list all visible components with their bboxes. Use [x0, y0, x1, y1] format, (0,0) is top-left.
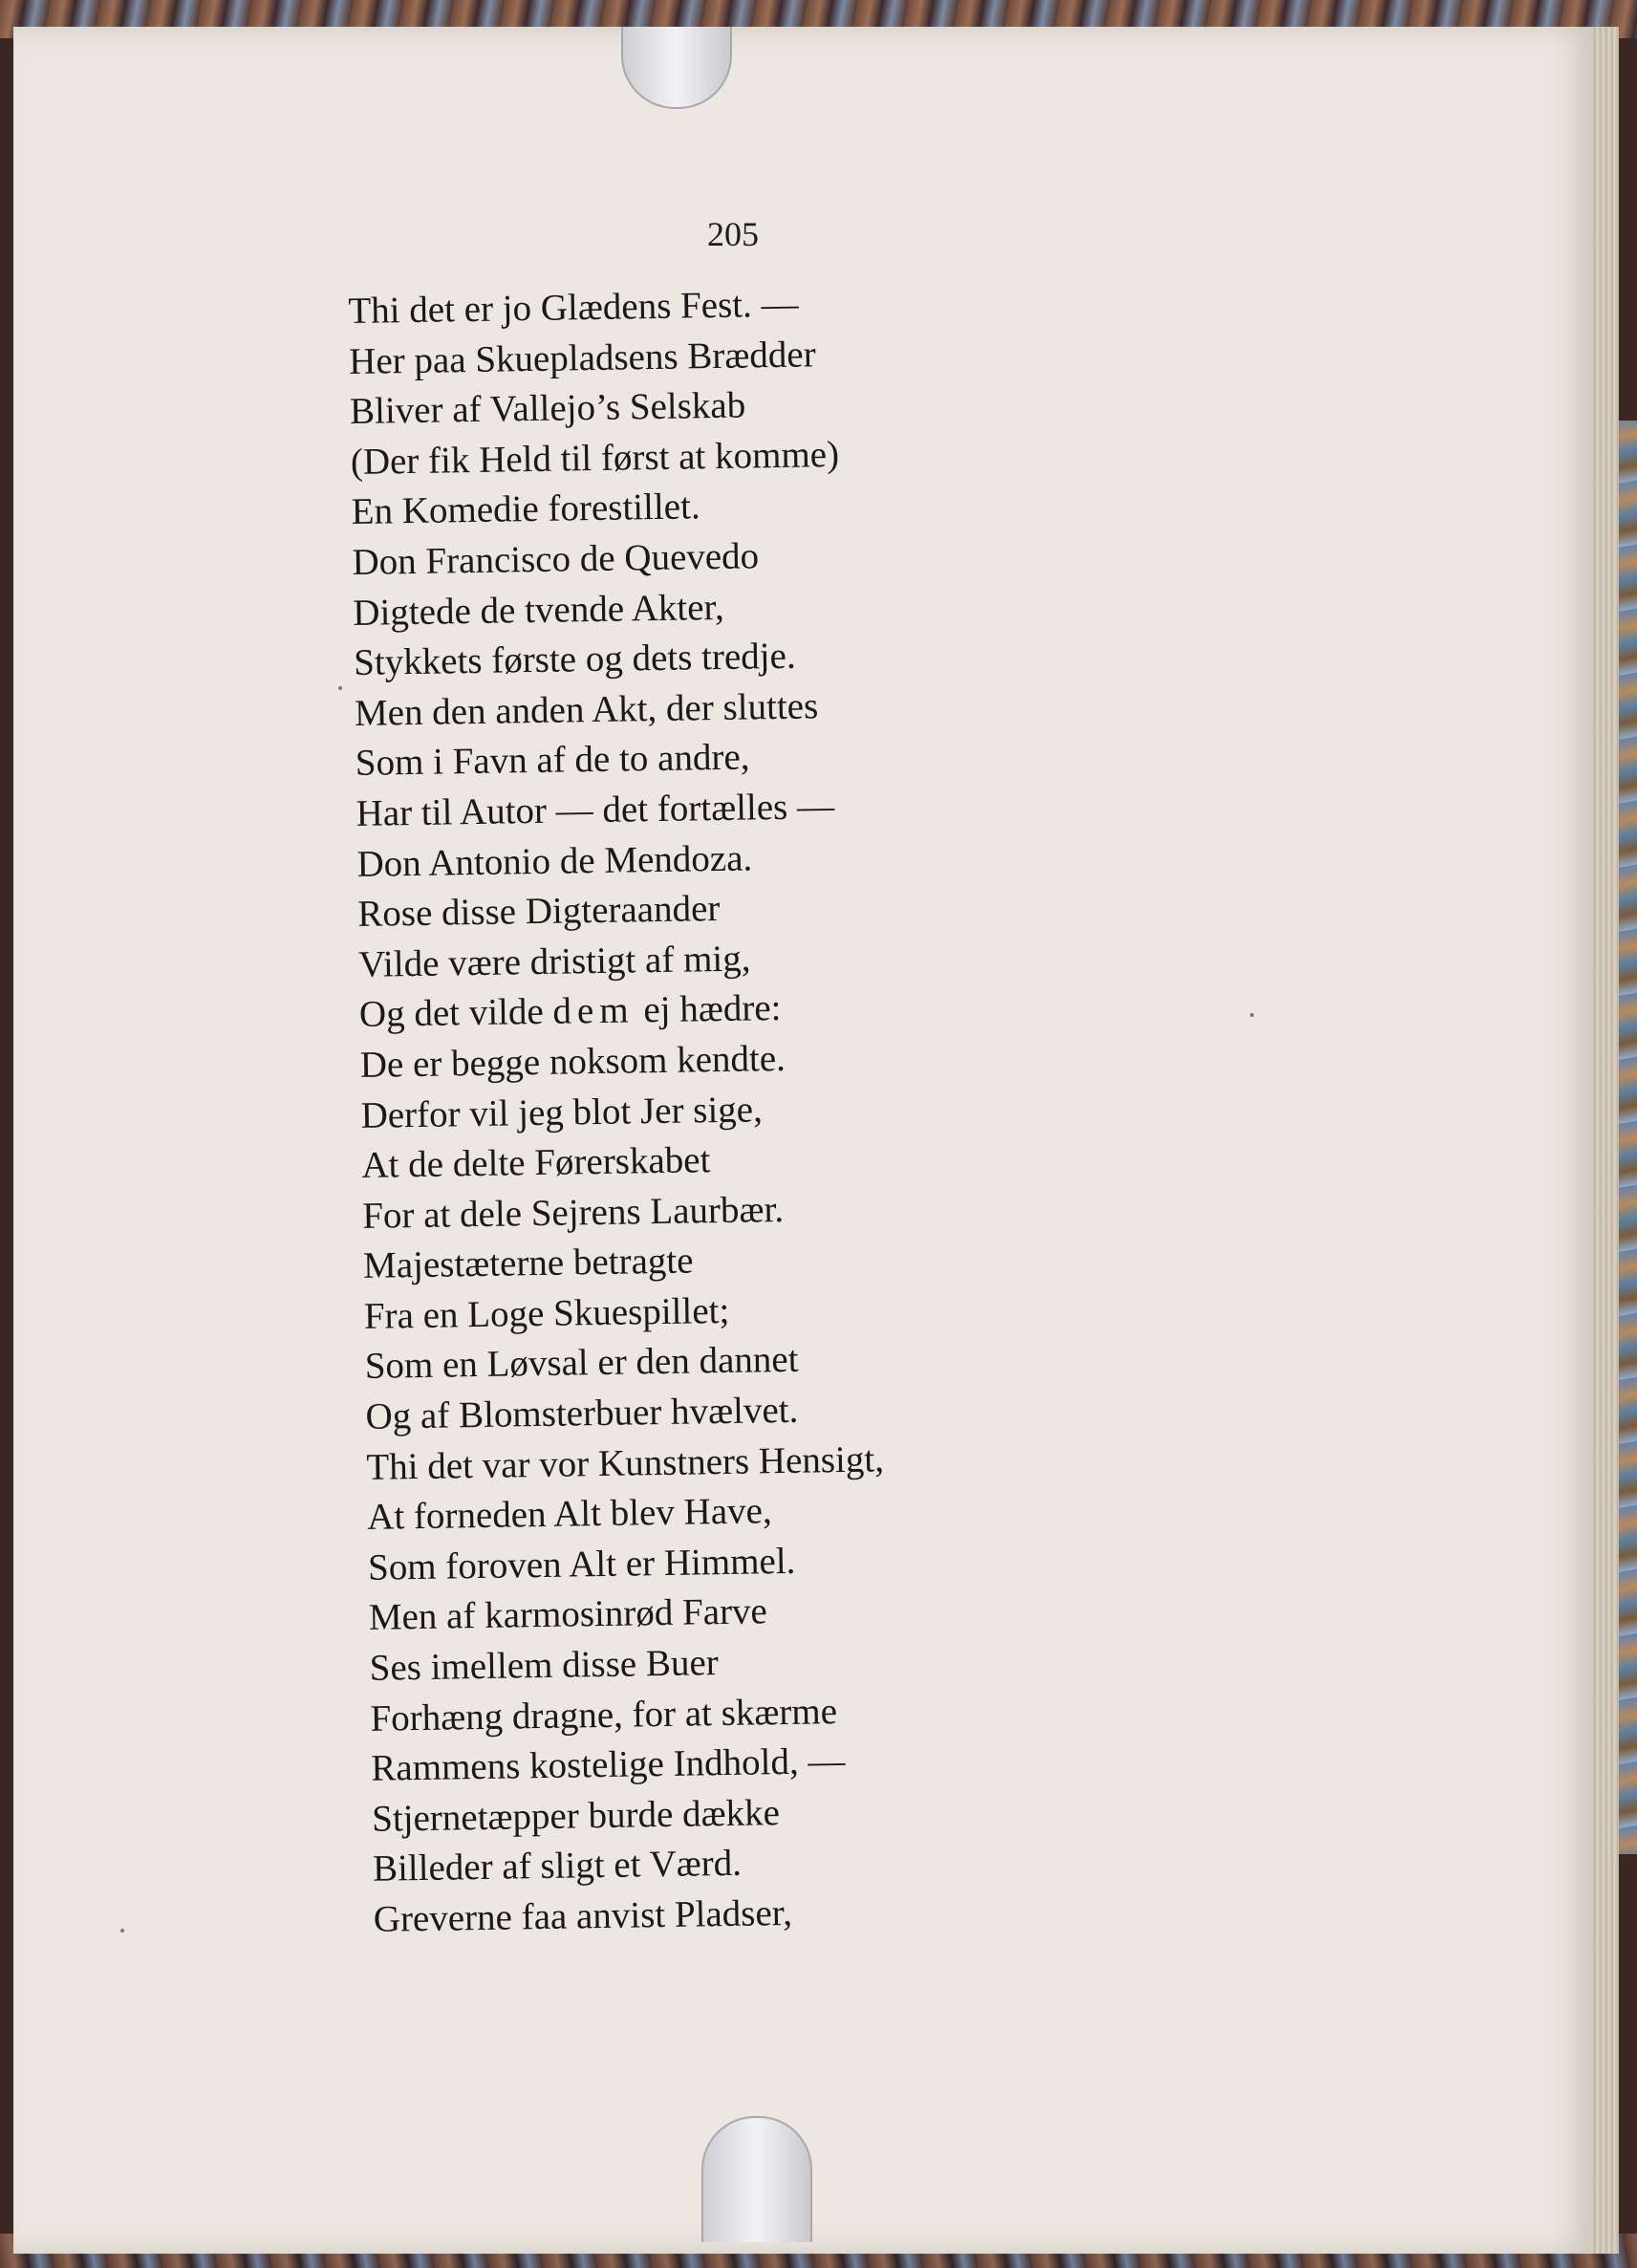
poem-text [348, 270, 1473, 1945]
book-page [13, 27, 1592, 2254]
paper-speck [1250, 1013, 1254, 1017]
poem-line: Vilde være dristigt af mig, [357, 938, 751, 985]
poem-line: Og af Blomsterbuer hvælvet. [365, 1389, 799, 1437]
poem-line: Greverne faa anvist Pladser, [373, 1891, 793, 1940]
poem-line: Ses imellem disse Buer [369, 1642, 720, 1689]
poem-line: Rammens kostelige Indhold, — [371, 1740, 846, 1790]
poem-line: At forneden Alt blev Have, [366, 1490, 772, 1539]
poem-line: Her paa Skuepladsens Brædder [348, 333, 816, 382]
bottom-page-clip [701, 2116, 812, 2242]
poem-line: Bliver af Vallejo’s Selskab [349, 384, 746, 433]
poem-line: Thi det er jo Glædens Fest. — [348, 283, 799, 332]
line-text-after: ej hædre: [634, 987, 782, 1031]
poem-line: De er begge noksom kendte. [359, 1037, 786, 1086]
poem-line: Thi det var vor Kunstners Hensigt, [366, 1437, 885, 1488]
poem-line: Men den anden Akt, der sluttes [354, 685, 819, 734]
poem-line: Don Antonio de Mendoza. [356, 836, 753, 885]
poem-line: En Komedie forestillet. [351, 486, 700, 533]
poem-line: Men af karmosinrød Farve [368, 1590, 768, 1639]
paper-speck [120, 1929, 124, 1933]
poem-line: Som en Løvsal er den dannet [364, 1339, 799, 1388]
poem-line: Rose disse Digteraander [356, 888, 721, 936]
line-text-before: Og det vilde [358, 991, 553, 1036]
poem-line: Som foroven Alt er Himmel. [367, 1540, 796, 1588]
poem-line: (Der fik Held til først at komme) [350, 433, 840, 483]
poem-line: Derfor vil jeg blot Jer sige, [360, 1088, 764, 1136]
poem-line: Stjernetæpper burde dække [371, 1791, 781, 1840]
poem-line: Majestæterne betragte [362, 1240, 694, 1287]
poem-line: Billeder af sligt et Værd. [372, 1843, 743, 1890]
top-page-clip [621, 27, 732, 109]
poem-line: Har til Autor — det fortælles — [355, 786, 835, 834]
poem-line: Digtede de tvende Akter, [353, 586, 724, 634]
page-number: 205 [707, 215, 759, 253]
poem-line: Som i Favn af de to andre, [355, 736, 750, 785]
poem-line: At de delte Førerskabet [361, 1139, 711, 1186]
poem-line: Stykkets første og dets tredje. [353, 635, 796, 684]
poem-line: Fra en Loge Skuespillet; [363, 1289, 730, 1337]
paper-speck [338, 686, 342, 690]
poem-line: Forhæng dragne, for at skærme [370, 1690, 838, 1739]
poem-line: For at dele Sejrens Laurbær. [361, 1188, 785, 1237]
poem-line: Don Francisco de Quevedo [352, 535, 760, 583]
spaced-emphasis-word: dem [552, 989, 635, 1033]
